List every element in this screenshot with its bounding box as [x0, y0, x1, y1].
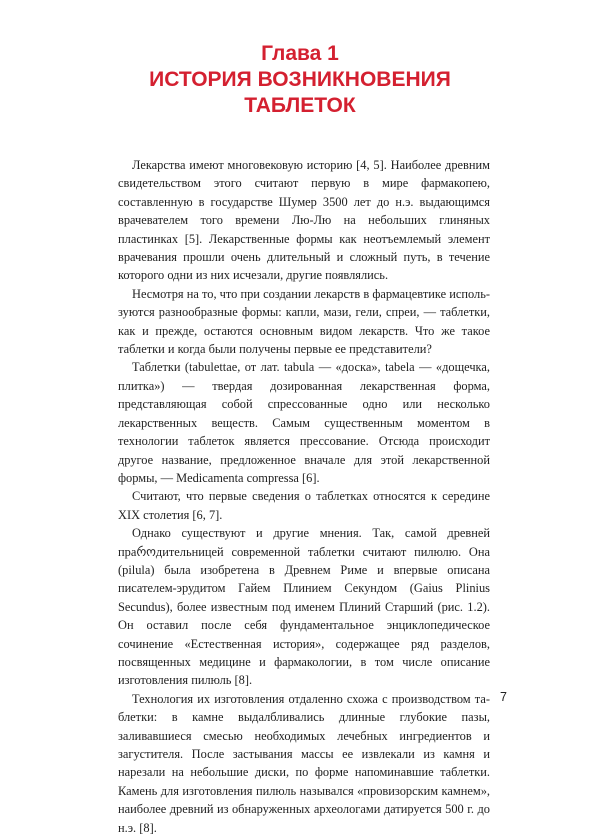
paragraph: Несмотря на то, что при создании лекарств в фармацевтике используются разнообразные формы: капли, мази, гели, спреи, — таблетки, как и прежде, остаются основным видом лекарств. Что же такое таблетки и когда были получены первые ее представители?	[118, 286, 490, 357]
chapter-title-line-2: ТАБЛЕТОК	[244, 94, 356, 117]
paragraph: Считают, что первые сведения о таблетках относятся к середине XIX столетия [6, 7].	[118, 489, 490, 522]
paragraph: Таблетки (tabulettae, от лат. tabula — «доска», tabela — «дощечка, плитка») — твердая дозированная лекарственная форма, представляющая собой спрессованные одно или несколько лекарственных веществ. Самым существенным моментом в технологии таблеток является прессование. Отсюда происходит другое название, предложенное вначале для этой лекарственной формы, — Medicamenta compressa [6].	[118, 360, 490, 485]
paragraph: Однако существуют и другие мнения. Так, самой древней праროдительницей современной таблетки считают пилюлю. Она (pilula) была изобретена в Древнем Риме и впервые описана писателем-эрудитом Гайем Плинием Секундом (Gaius Plinius Secundus), более известным под именем Плиний Старший (рис. 1.2). Он оставил после себя фундаментальное энциклопедическое сочинение «Естественная история», содержащее ряд разделов, посвященных медицине и фармакологии, в том числе описание изготовления пилюль [8].	[118, 526, 490, 688]
chapter-title-line-1: ИСТОРИЯ ВОЗНИКНОВЕНИЯ	[149, 68, 451, 91]
chapter-heading	[0, 41, 600, 119]
page-number: 7	[500, 690, 507, 704]
paragraph: Лекарства имеют многовековую историю [4, 5]. Наиболее древним свидетельством этого считают первую в мире фармакопею, составленную в государстве Шумер 3500 лет до н.э. выдающимся врачевателем того времени Лю-Лю на небольших глиняных пластинках [5]. Лекарственные формы как неотъемлемый элемент врачевания прошли очень длительный и сложный путь, в течение которого одни из них исчезали, другие появлялись.	[118, 158, 490, 283]
chapter-number: Глава 1	[261, 42, 339, 65]
body-text	[118, 156, 490, 837]
paragraph: Технология их изготовления отдаленно схожа с производством таблетки: в камне выдалбливались длинные глубокие пазы, заливавшиеся смесью необходимых лечебных ингредиентов и загустителя. После застывания массы ее извлекали из камня и нарезали на небольшие диски, по форме напоминавшие таблетки. Камень для изготовления пилюль назывался «провизорским камнем», наиболее древний из обнаруженных археологами датируется 500 г. до н.э. [8].	[118, 691, 490, 835]
